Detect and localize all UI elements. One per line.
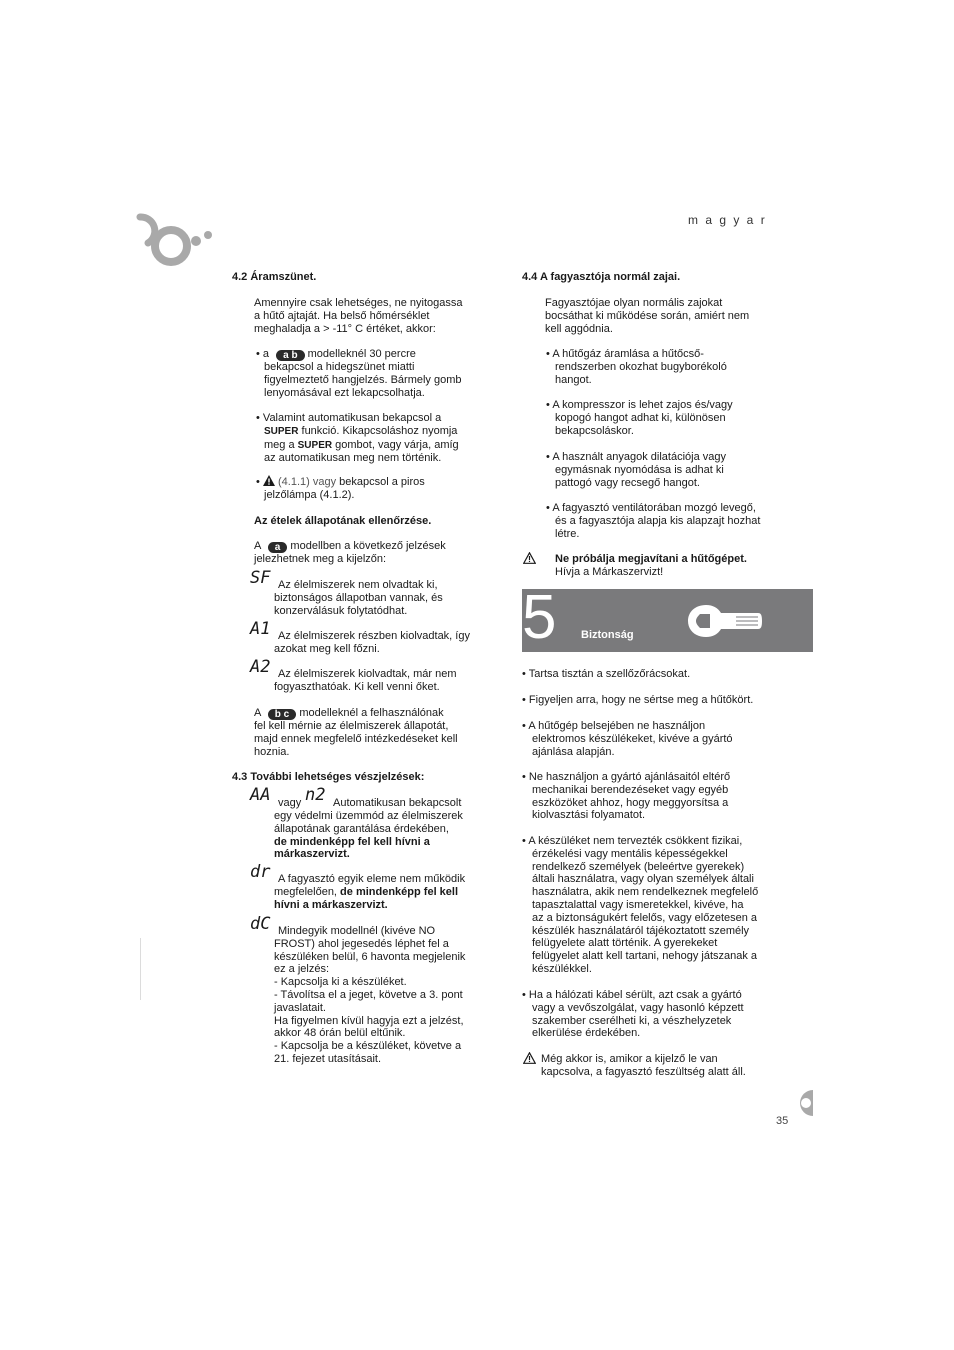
bc-line-2: majd ennek megfelelő intézkedéseket kell (254, 732, 458, 745)
safety-6-line-1: Ha a hálózati kábel sérült, azt csak a gyártó (528, 989, 742, 1001)
sf-line-3: konzerválásuk folytatódhat. (274, 604, 408, 617)
aa-vagy: vagy (278, 797, 302, 809)
dc-line-4: ez a jelzés: (274, 963, 330, 976)
dc-line-5: - Kapcsolja ki a készüléket. (274, 976, 407, 989)
noise-4-line-1: A fagyasztó ventilátorában mozgó levegő, (552, 502, 756, 514)
safety-5-line-10: felügyelet alatt kell tartani, nehogy játszanak a (532, 950, 758, 963)
noise-2-line-3: bekapcsoláskor. (555, 424, 634, 437)
dc-line-8: Ha figyelmen kívül hagyja ezt a jelzést, (274, 1014, 464, 1027)
safety-5-line-3: rendelkező személyek (beleértve gyerekek) (532, 860, 745, 873)
safety-6-line-2: vagy a vevőszolgálat, vagy hasonló képzett (532, 1001, 744, 1014)
a2-line-1: Az élelmiszerek kiolvadtak, már nem (278, 668, 457, 680)
food-tail: modellben a következő jelzések (290, 540, 446, 552)
noise-3-line-3: pattogó vagy recsegő hangot. (555, 476, 700, 489)
page-number: 35 (776, 1115, 789, 1127)
noise-3-line-2: egymásnak nyomódása is adhat ki (555, 463, 724, 476)
b2-line-4: az automatikusan meg nem történik. (264, 452, 442, 465)
model-badge-ab: a b (276, 350, 304, 361)
section-number: 5 (522, 583, 557, 652)
noise-2-line-2: kopogó hangot adhat ki, különösen (555, 411, 726, 424)
section-4-2-title: 4.2 Áramszünet. (232, 271, 317, 283)
safety-5-line-11: készülékkel. (532, 962, 592, 975)
margin-rule (140, 938, 141, 1000)
warn-voltage-line-2: kapcsolva, a fagyasztó feszültség alatt áll. (541, 1065, 746, 1078)
dc-line-9: akkor 48 órán belül eltűnik. (274, 1027, 406, 1040)
safety-5-line-9: felügyelete alatt történik. A gyerekeket (532, 937, 718, 950)
b2-line-2: funkció. Kikapcsoláshoz nyomja (298, 424, 458, 437)
wrench-icon (686, 601, 764, 641)
b1-tail: modelleknél 30 percre (307, 348, 416, 360)
aa-line-1: egy védelmi üzemmód az élelmiszerek (274, 810, 463, 822)
safety-6-line-3: szakember cserélheti ki, a vészhelyzetek (532, 1014, 732, 1027)
s42-intro-2: a hűtő ajtaját. Ha belső hőmérséklet (254, 309, 430, 322)
warn-repair-title: Ne próbálja megjavítani a hűtőgépet. (555, 553, 747, 565)
noise-4-line-2: és a fagyasztója alapja kis alapzajt hozhat (555, 514, 761, 527)
dc-line-1: Mindegyik modellnél (kivéve NO (278, 925, 436, 937)
safety-5-line-1: A készüléket nem tervezték csökkent fizikai, (528, 835, 743, 847)
noise-4-line-3: létre. (555, 527, 580, 540)
warning-outline-icon-2 (523, 1052, 536, 1064)
noise-1-line-1: A hűtőgáz áramlása a hűtőcső- (552, 348, 704, 360)
a1-line-2: azokat meg kell főzni. (274, 642, 380, 655)
noise-1-line-3: hangot. (555, 373, 592, 386)
b3-ref: (4.1.1) vagy (277, 476, 337, 488)
b1-line-1: bekapcsol a hidegszünet miatti (264, 361, 415, 373)
b1-line-3: lenyomásával ezt lekapcsolhatja. (264, 386, 425, 399)
dc-line-6: - Távolítsa el a jeget, követve a 3. pont (274, 988, 463, 1001)
display-code-n2: n2 (305, 785, 326, 805)
aa-tail: Automatikusan bekapcsolt (333, 797, 462, 809)
b3-line-2: jelzőlámpa (4.1.2). (264, 488, 355, 501)
safety-4-line-4: kiolvasztási folyamatot. (532, 809, 646, 822)
food-check-title: Az ételek állapotának ellenőrzése. (254, 515, 432, 527)
aa-line-2: állapotának garantálása érdekében, (274, 822, 449, 835)
warning-outline-icon (523, 552, 536, 564)
safety-5-line-6: tapasztalattal vagy ismeretekkel, kivéve, ha (532, 898, 744, 911)
language-label: m a g y a r (688, 213, 767, 227)
b1-line-2: figyelmeztető hangjelzés. Bármely gomb (264, 373, 462, 386)
safety-4-line-1: Ne használjon a gyártó ajánlásaitól eltérő (528, 771, 731, 783)
section-4-4-title: 4.4 A fagyasztója normál zajai. (522, 271, 681, 283)
warn-voltage-line-1: Még akkor is, amikor a kijelző le van (541, 1053, 718, 1065)
dr-line-2a: megfelelően, (274, 885, 341, 898)
s42-intro-1: Amennyire csak lehetséges, ne nyitogassa (254, 297, 463, 309)
safety-3-line-2: elektromos készülékeket, kivéve a gyártó (532, 732, 733, 745)
page-corner-mark (791, 1090, 813, 1116)
display-code-sf: SF (250, 568, 271, 588)
safety-1-line-1: Tartsa tisztán a szellőzőrácsokat. (528, 668, 691, 680)
dc-line-3: készüléken belül, 6 havonta megjelenik (274, 950, 466, 963)
aa-bold-2: márkaszervizt. (274, 848, 350, 861)
noise-3-line-1: A használt anyagok dilatációja vagy (552, 451, 726, 463)
display-code-dr: dr (250, 862, 271, 882)
warn-repair-line-2: Hívja a Márkaszervizt! (555, 565, 664, 578)
bc-tail: modelleknél a felhasználónak (299, 707, 444, 719)
s44-intro-3: kell aggódnia. (545, 322, 613, 335)
safety-5-line-4: általi használatra, vagy olyan személyek általi (532, 873, 754, 886)
safety-4-line-3: eszközöket ahhoz, hogy meggyorsítsa a (532, 796, 729, 809)
safety-3-line-3: ajánlása alapján. (532, 745, 615, 758)
safety-5-line-5: használatra, akik nem rendelkeznek megfelelő (532, 886, 759, 899)
super-label-1: SUPER (264, 425, 299, 437)
safety-5-line-7: az a biztonságukért felelős, vagy előzetesen a (532, 911, 758, 924)
bc-line-3: hoznia. (254, 745, 290, 758)
display-code-dc: dC (250, 914, 271, 934)
bc-a: A (254, 707, 261, 719)
dc-line-11: 21. fejezet utasításait. (274, 1052, 382, 1065)
display-code-aa: AA (250, 785, 271, 805)
safety-5-line-2: érzékelési vagy mentális képességekkel (532, 847, 728, 860)
dc-line-7: javaslatait. (274, 1001, 326, 1014)
safety-4-line-2: mechanikai berendezéseket vagy egyéb (532, 783, 729, 796)
safety-6-line-4: elkerülése érdekében. (532, 1027, 641, 1040)
safety-5-line-8: készülék használatáról tájékoztatott személy (532, 924, 750, 937)
model-badge-a: a (268, 542, 288, 553)
s44-intro-2: bocsáthat ki működése során, amiért nem (545, 309, 750, 322)
b2-line-1: Valamint automatikusan bekapcsol a (262, 412, 442, 424)
section-5-banner (522, 583, 813, 652)
dc-line-2: FROST) ahol jegesedés léphet fel a (274, 937, 449, 950)
s42-intro-3: meghaladja a > -11° C értéket, akkor: (254, 322, 436, 335)
b2-line-3a: meg a (264, 438, 298, 451)
dc-line-10: - Kapcsolja be a készüléket, követve a (274, 1040, 462, 1053)
aa-bold-1: de mindenképp fel kell hívni a (274, 835, 430, 848)
b1-a: a (262, 348, 270, 360)
food-a: A (254, 540, 261, 552)
super-label-2: SUPER (297, 439, 333, 451)
dr-line-1: A fagyasztó egyik eleme nem működik (278, 873, 466, 885)
a2-line-2: fogyaszthatóak. Ki kell venni őket. (274, 680, 440, 693)
b3-tail: bekapcsol a piros (336, 476, 425, 488)
display-code-a1: A1 (250, 619, 271, 639)
display-code-a2: A2 (250, 657, 271, 677)
s44-intro-1: Fagyasztójae olyan normális zajokat (545, 297, 723, 309)
sf-line-1: Az élelmiszerek nem olvadtak ki, (278, 579, 438, 591)
food-line-2: jelezhetnek meg a kijelzőn: (254, 553, 387, 565)
b2-line-3b: gombot, vagy várja, amíg (332, 438, 459, 451)
brand-logo (136, 213, 216, 271)
noise-1-line-2: rendszerben okozhat bugyborékoló (555, 360, 727, 373)
dr-line-3: hívni a márkaszervizt. (274, 898, 388, 911)
a1-line-1: Az élelmiszerek részben kiolvadtak, így (278, 630, 470, 642)
noise-2-line-1: A kompresszor is lehet zajos és/vagy (552, 399, 733, 411)
bc-line-1: fel kell mérnie az élelmiszerek állapotát, (254, 720, 449, 732)
dr-line-2b: de mindenképp fel kell (340, 885, 459, 898)
safety-3-line-1: A hűtőgép belsejében ne használjon (528, 720, 706, 732)
section-title: Biztonság (581, 629, 634, 641)
warning-icon (263, 475, 275, 486)
sf-line-2: biztonságos állapotban vannak, és (274, 591, 443, 604)
model-badge-bc: b c (268, 709, 296, 720)
section-4-3-title: 4.3 További lehetséges vészjelzések: (232, 771, 425, 783)
safety-2-line-1: Figyeljen arra, hogy ne sértse meg a hűtőkört. (528, 694, 754, 706)
